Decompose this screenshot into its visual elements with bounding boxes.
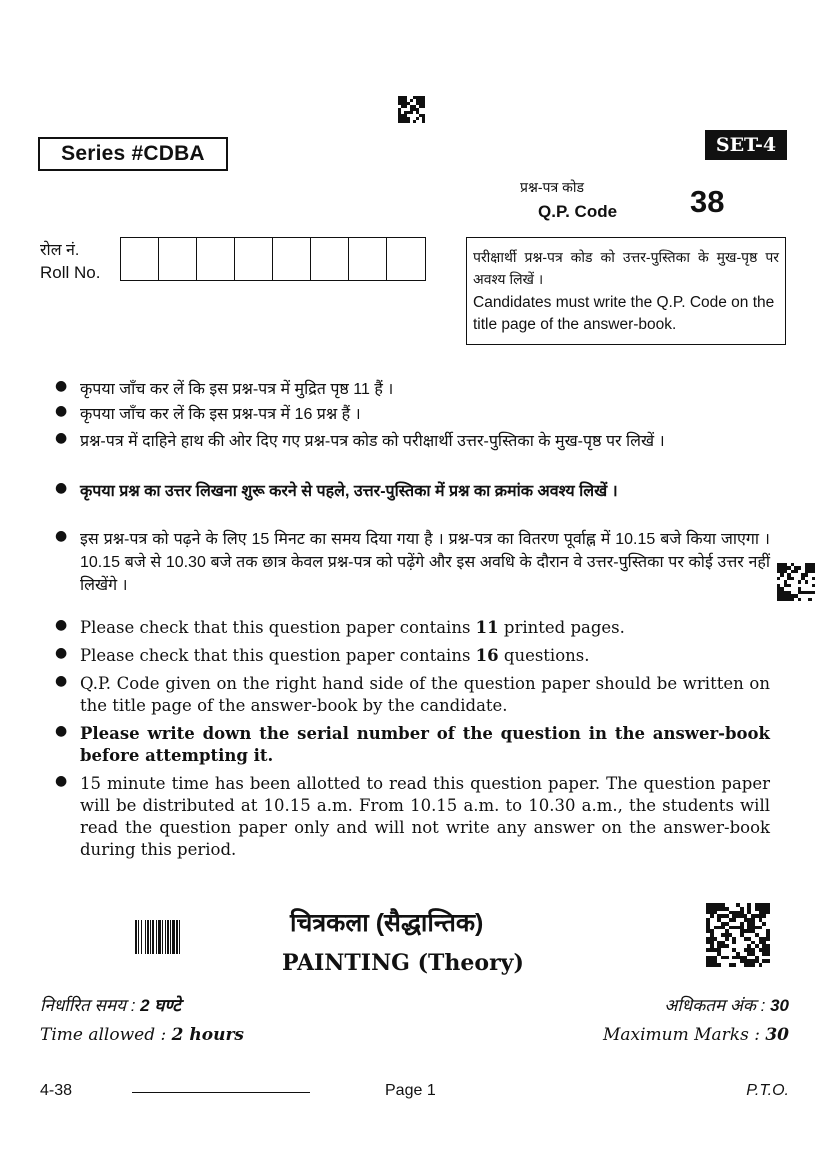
max-marks-en: Maximum Marks : 30 — [602, 1025, 789, 1045]
subject-title-en: PAINTING (Theory) — [282, 950, 524, 976]
time-allowed-en: Time allowed : 2 hours — [40, 1025, 244, 1045]
qr-code-main — [706, 903, 770, 967]
roll-digit-box[interactable] — [311, 238, 349, 280]
footer-pto: P.T.O. — [746, 1082, 789, 1099]
barcode — [135, 920, 205, 954]
instruction-hi-4: कृपया प्रश्न का उत्तर लिखना शुरू करने से पहले, उत्तर-पुस्तिका में प्रश्न का क्रमांक अवश्य लिखें । — [80, 483, 618, 500]
roll-digit-box[interactable] — [197, 238, 235, 280]
instruction-hi-1: कृपया जाँच कर लें कि इस प्रश्न-पत्र में मुद्रित पृष्ठ 11 हैं । — [80, 381, 394, 398]
roll-label-en: Roll No. — [40, 263, 101, 282]
roll-label-hi: रोल नं. — [40, 242, 80, 259]
instruction-en-1: Please check that this question paper contains 11 printed pages. — [80, 618, 625, 637]
set-badge: SET-4 — [705, 130, 787, 160]
qr-code-top — [398, 96, 425, 123]
roll-digit-box[interactable] — [273, 238, 311, 280]
roll-digit-box[interactable] — [349, 238, 387, 280]
time-allowed-hi: निर्धारित समय : 2 घण्टे — [40, 996, 181, 1015]
qr-module — [812, 598, 815, 601]
instruction-en-2: Please check that this question paper contains 16 questions. — [80, 646, 590, 665]
qr-code-side-pattern — [777, 563, 815, 601]
barcode-bar — [180, 920, 182, 954]
footer-page: Page 1 — [385, 1082, 436, 1099]
notice-hi: परीक्षार्थी प्रश्न-पत्र कोड को उत्तर-पुस्तिका के मुख-पृष्ठ पर अवश्य लिखें । — [473, 249, 779, 287]
footer-rule — [132, 1092, 310, 1093]
qp-code-label-en: Q.P. Code — [538, 202, 618, 221]
instruction-en-4: Please write down the serial number of the question in the answer-book before attempting it. — [80, 724, 770, 765]
qp-code-notice — [466, 237, 786, 345]
qr-module — [766, 963, 770, 967]
qr-module — [422, 120, 425, 123]
roll-number-boxes[interactable] — [120, 237, 426, 281]
series-label: Series #CDBA — [38, 137, 228, 171]
qr-code-top-pattern — [398, 96, 425, 123]
instruction-hi-3: प्रश्न-पत्र में दाहिने हाथ की ओर दिए गए प्रश्न-पत्र कोड को परीक्षार्थी उत्तर-पुस्तिका के मुख-पृष्ठ पर लिखें । — [80, 433, 665, 450]
subject-title-hi: चित्रकला (सैद्धान्तिक) — [290, 909, 484, 937]
qr-code-side — [777, 563, 815, 601]
instruction-hi-5: इस प्रश्न-पत्र को पढ़ने के लिए 15 मिनट का समय दिया गया है । प्रश्न-पत्र का वितरण पूर्वाह्न में 10.15 बजे किया जाएगा । 10.15 बजे से 10.30 बजे तक छात्र केवल प्रश्न-पत्र को पढ़ेंगे और इस अवधि के दौरान वे उत्तर-पुस्तिका पर कोई उत्तर नहीं लिखेंगे । — [80, 531, 770, 594]
qr-code-main-pattern — [706, 903, 770, 967]
footer-code: 4-38 — [40, 1082, 73, 1099]
roll-digit-box[interactable] — [159, 238, 197, 280]
roll-digit-box[interactable] — [121, 238, 159, 280]
qp-code-label-hi: प्रश्न-पत्र कोड — [520, 179, 584, 195]
roll-digit-box[interactable] — [387, 238, 425, 280]
instruction-en-5: 15 minute time has been allotted to read this question paper. The question paper will be distributed at 10.15 a.m. From 10.15 a.m. to 10.30 a.m., the students will read the question paper only and will not write any answer on the answer-book during this period. — [80, 774, 770, 859]
roll-digit-box[interactable] — [235, 238, 273, 280]
qp-code-value: 38 — [690, 184, 725, 219]
instruction-hi-2: कृपया जाँच कर लें कि इस प्रश्न-पत्र में 16 प्रश्न हैं । — [80, 406, 361, 423]
instruction-en-3: Q.P. Code given on the right hand side of the question paper should be written on the title page of the answer-book by the candidate. — [80, 674, 770, 715]
max-marks-hi: अधिकतम अंक : 30 — [664, 996, 789, 1015]
notice-en: Candidates must write the Q.P. Code on the title page of the answer-book. — [473, 294, 775, 333]
